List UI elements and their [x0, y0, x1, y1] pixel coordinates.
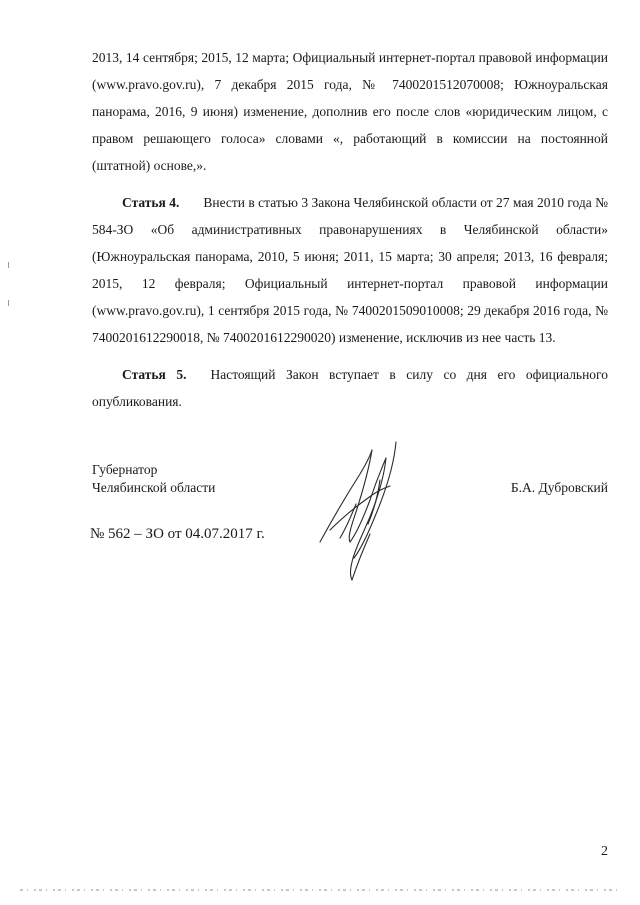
article-4-text: Внести в статью 3 Закона Челябинской области от 27 мая 2010 года № 584-ЗО «Об административных правонарушениях в Челябинской области» (Южноуральская панорама, 2010, 5 июня; 2011, 15 марта; 30 апреля; 2013, 16 февраля; 2015, 12 февраля; Официальный интернет-портал правовой информации (www.pravo.gov.ru), 1 сентября 2015 года, № 7400201509010008; 29 декабря 2016 года, № 7400201612290018, № 7400201612290020) изменение, исключив из нее часть 13. — [92, 195, 609, 345]
article-5-text: Настоящий Закон вступает в силу со дня его официального опубликования. — [92, 367, 609, 409]
page-number: 2 — [601, 844, 608, 859]
paragraph-continuation: 2013, 14 сентября; 2015, 12 марта; Официальный интернет-портал правовой информации (www.pravo.gov.ru), 7 декабря 2015 года, № 7400201512070008; Южноуральская панорама, 2016, 9 июня) изменение, дополнив его после слов «юридическим лицом, с правом решающего голоса» словами «, работающий в комиссии на постоянной (штатной) основе,». — [92, 50, 608, 173]
governor-name: Б.А. Дубровский — [510, 480, 608, 495]
scan-edge-artifact — [0, 886, 640, 894]
scan-mark — [8, 300, 9, 306]
article-4 — [92, 189, 608, 351]
scan-mark — [8, 262, 9, 268]
governor-title-line2: Челябинской области — [92, 480, 216, 495]
law-number: № 562 – ЗО от 04.07.2017 г. — [90, 526, 265, 542]
article-5 — [92, 361, 608, 415]
article-4-label: Статья 4. — [122, 195, 180, 210]
governor-title-line1: Губернатор — [92, 462, 158, 477]
handwritten-signature-icon — [310, 434, 410, 584]
governor-title — [92, 461, 215, 497]
article-5-label: Статья 5. — [122, 367, 187, 382]
